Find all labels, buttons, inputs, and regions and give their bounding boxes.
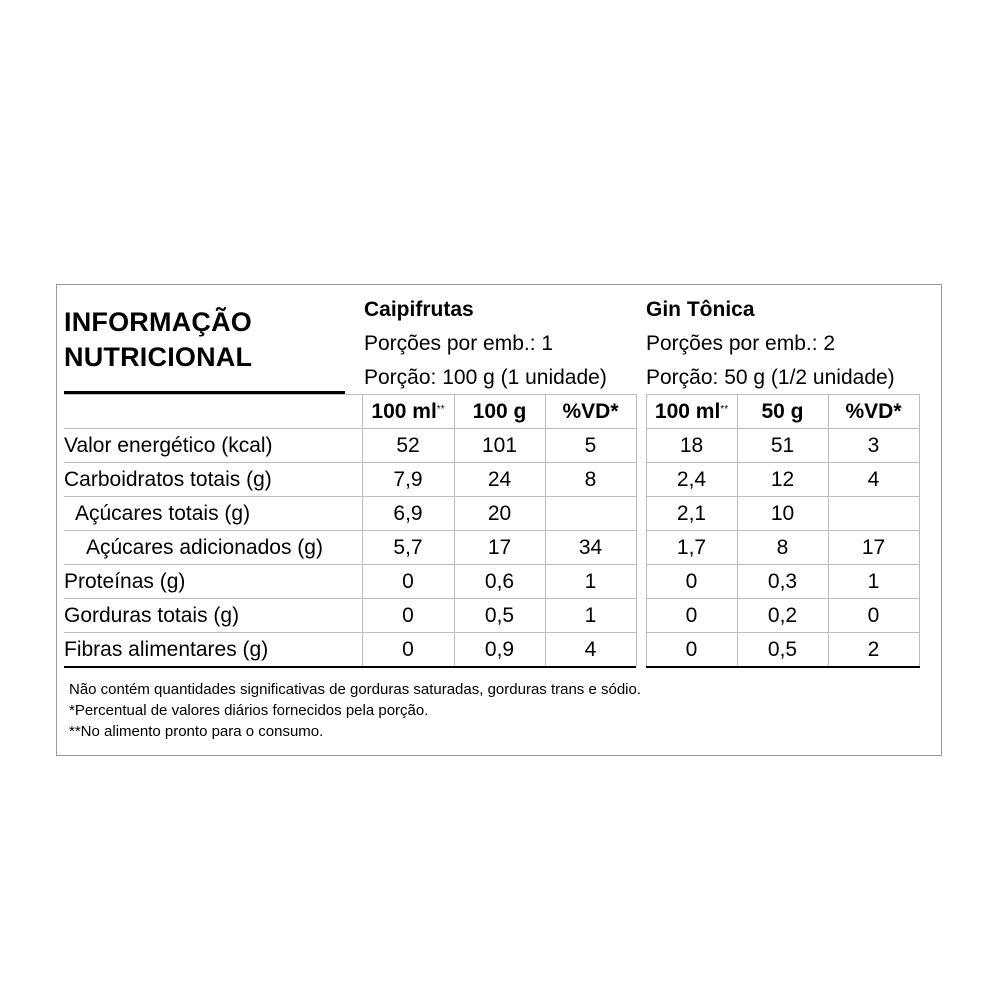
product-2-header-volume: 100 ml**	[654, 400, 729, 423]
row-label-total-sugars: Açúcares totais (g)	[75, 502, 251, 525]
table-cell: 0	[685, 570, 698, 593]
table-cell: 52	[396, 434, 420, 457]
rule-table-bottom-2	[646, 666, 920, 668]
product-2-header-weight: 50 g	[761, 400, 804, 423]
table-cell: 17	[487, 536, 512, 559]
product-2-header-dv: %VD*	[845, 400, 902, 423]
rule-row-2	[64, 496, 636, 497]
row-label-carbs: Carboidratos totais (g)	[64, 468, 272, 491]
rule-row-1b	[646, 462, 920, 463]
rule-row-2b	[646, 496, 920, 497]
rule-row-3	[64, 530, 636, 531]
title-line-2: NUTRICIONAL	[64, 342, 253, 372]
table-cell: 0,6	[484, 570, 515, 593]
row-label-added-sugars: Açúcares adicionados (g)	[86, 536, 323, 559]
col-rule-4	[636, 394, 637, 666]
product-1-servings-per-pack: Porções por emb.: 1	[364, 332, 554, 355]
row-label-protein: Proteínas (g)	[64, 570, 186, 593]
rule-row-4	[64, 564, 636, 565]
rule-header-top-1	[64, 394, 636, 395]
table-cell: 20	[487, 502, 512, 525]
rule-table-bottom-1	[64, 666, 636, 668]
table-cell: 3	[867, 434, 880, 457]
table-cell: 8	[776, 536, 789, 559]
product-2-serving-size: Porção: 50 g (1/2 unidade)	[646, 366, 895, 389]
table-cell: 0	[867, 604, 880, 627]
product-1-name: Caipifrutas	[364, 298, 474, 321]
table-cell: 8	[584, 468, 597, 491]
table-cell: 0,2	[767, 604, 798, 627]
rule-row-6	[64, 632, 636, 633]
rule-row-5	[64, 598, 636, 599]
title-line-1: INFORMAÇÃO	[64, 307, 252, 337]
table-cell: 0	[402, 638, 414, 661]
product-1-header-volume: 100 ml**	[371, 400, 445, 423]
table-cell: 0,5	[767, 638, 798, 661]
table-cell: 10	[770, 502, 795, 525]
table-cell: 2,4	[676, 468, 707, 491]
footnote-percent-dv: *Percentual de valores diários fornecidos pela porção.	[69, 702, 429, 719]
table-cell: 5	[584, 434, 597, 457]
product-2-name: Gin Tônica	[646, 298, 755, 321]
table-cell: 18	[679, 434, 704, 457]
rule-row-1	[64, 462, 636, 463]
table-cell: 24	[487, 468, 512, 491]
table-cell: 12	[770, 468, 795, 491]
table-cell: 0,3	[767, 570, 798, 593]
rule-row-5b	[646, 598, 920, 599]
table-cell: 4	[867, 468, 880, 491]
col-rule-8	[919, 394, 920, 666]
row-label-fat: Gorduras totais (g)	[64, 604, 240, 627]
table-cell: 1	[584, 570, 597, 593]
table-cell: 0,9	[484, 638, 515, 661]
table-cell: 34	[578, 536, 603, 559]
rule-header-bottom-2	[646, 428, 920, 429]
table-cell: 1	[867, 570, 880, 593]
row-label-fiber: Fibras alimentares (g)	[64, 638, 269, 661]
table-cell: 101	[481, 434, 518, 457]
table-cell: 0	[402, 570, 414, 593]
table-cell: 0	[402, 604, 414, 627]
table-cell: 1,7	[676, 536, 707, 559]
table-cell: 2,1	[676, 502, 707, 525]
table-cell: 0	[685, 638, 698, 661]
rule-header-bottom-1	[64, 428, 636, 429]
table-cell: 6,9	[393, 502, 423, 525]
nutrition-title	[64, 305, 252, 375]
rule-row-4b	[646, 564, 920, 565]
rule-row-6b	[646, 632, 920, 633]
row-label-energy: Valor energético (kcal)	[64, 434, 273, 457]
footnote-ready-to-consume: **No alimento pronto para o consumo.	[69, 723, 324, 740]
table-cell: 0	[685, 604, 698, 627]
product-1-serving-size: Porção: 100 g (1 unidade)	[364, 366, 607, 389]
product-1-header-dv: %VD*	[562, 400, 619, 423]
table-cell: 0,5	[484, 604, 515, 627]
table-cell: 7,9	[393, 468, 423, 491]
table-cell: 2	[867, 638, 880, 661]
table-cell: 17	[861, 536, 886, 559]
product-2-servings-per-pack: Porções por emb.: 2	[646, 332, 836, 355]
table-cell: 1	[584, 604, 597, 627]
rule-row-3b	[646, 530, 920, 531]
rule-header-top-2	[646, 394, 920, 395]
footnote-no-significant: Não contém quantidades significativas de gorduras saturadas, gorduras trans e sódio.	[69, 681, 641, 698]
table-cell: 5,7	[393, 536, 423, 559]
product-1-header-weight: 100 g	[472, 400, 527, 423]
table-cell: 51	[770, 434, 795, 457]
table-cell: 4	[584, 638, 597, 661]
